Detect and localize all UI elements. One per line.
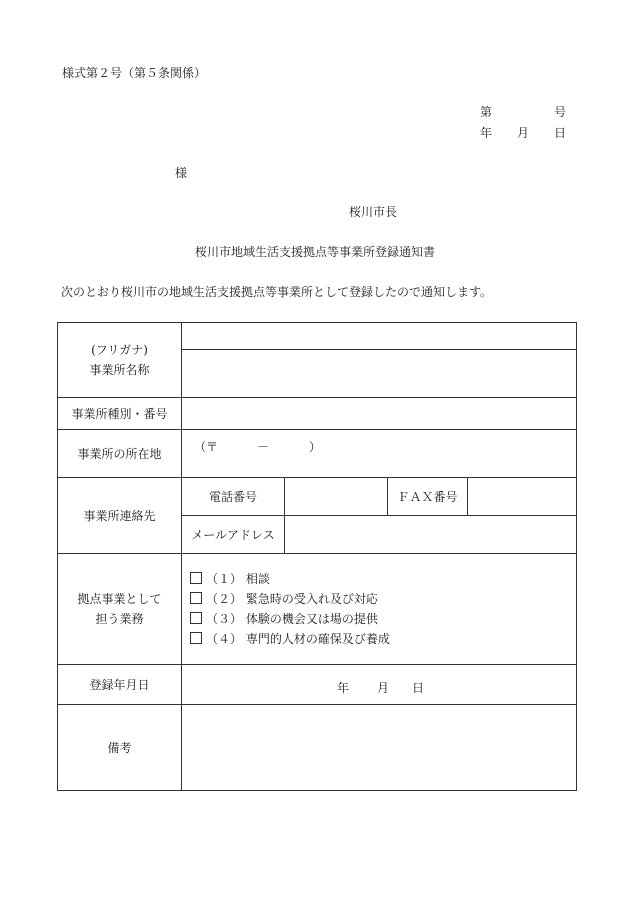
registration-date-label: 登録年月日 xyxy=(58,665,182,705)
business-option-emergency[interactable]: （２） 緊急時の受入れ及び対応 xyxy=(190,589,576,609)
registration-table xyxy=(57,322,577,791)
phone-field[interactable] xyxy=(285,478,388,516)
office-type-field[interactable] xyxy=(182,398,577,430)
date-year: 年 xyxy=(480,126,493,140)
office-name-field[interactable] xyxy=(182,350,577,398)
postal-close: ） xyxy=(309,440,322,454)
date-month: 月 xyxy=(517,126,530,140)
postal-open: （〒 xyxy=(194,440,219,454)
furigana-field[interactable] xyxy=(182,323,577,350)
name-label-cell xyxy=(58,323,182,398)
checkbox-icon[interactable] xyxy=(190,572,202,584)
furigana-label: (フリガナ) xyxy=(91,343,148,357)
doc-number-suffix: 号 xyxy=(554,105,567,119)
phone-label: 電話番号 xyxy=(182,478,285,516)
office-type-label: 事業所種別・番号 xyxy=(58,398,182,430)
checkbox-icon[interactable] xyxy=(190,632,202,644)
business-label xyxy=(58,554,182,665)
fax-label: ＦＡＸ番号 xyxy=(388,478,468,516)
registration-date-field[interactable] xyxy=(182,665,577,705)
business-options xyxy=(182,554,577,665)
postal-dash: － xyxy=(257,440,270,454)
business-option-consultation[interactable]: （１） 相談 xyxy=(190,569,576,589)
checkbox-icon[interactable] xyxy=(190,592,202,604)
contact-label: 事業所連絡先 xyxy=(58,478,182,554)
sender: 桜川市長 xyxy=(349,205,398,219)
document-title: 桜川市地域生活支援拠点等事業所登録通知書 xyxy=(194,245,435,259)
email-label: メールアドレス xyxy=(182,516,285,554)
reg-day: 日 xyxy=(412,681,425,695)
email-field[interactable] xyxy=(285,516,577,554)
address-field[interactable] xyxy=(182,430,577,478)
business-option-specialist[interactable]: （４） 専門的人材の確保及び養成 xyxy=(190,629,576,649)
remarks-label: 備考 xyxy=(58,705,182,791)
reg-year: 年 xyxy=(337,681,350,695)
fax-field[interactable] xyxy=(468,478,577,516)
form-number: 様式第２号（第５条関係） xyxy=(62,66,207,80)
checkbox-icon[interactable] xyxy=(190,612,202,624)
doc-number-prefix: 第 xyxy=(480,105,493,119)
remarks-field[interactable] xyxy=(182,705,577,791)
business-label-line2: 担う業務 xyxy=(95,612,144,626)
business-option-experience[interactable]: （３） 体験の機会又は場の提供 xyxy=(190,609,576,629)
address-label: 事業所の所在地 xyxy=(58,430,182,478)
intro-text: 次のとおり桜川市の地域生活支援拠点等事業所として登録したので通知します。 xyxy=(61,285,493,299)
date-day: 日 xyxy=(554,126,567,140)
business-label-line1: 拠点事業として xyxy=(77,592,162,606)
office-name-label: 事業所名称 xyxy=(89,363,150,377)
reg-month: 月 xyxy=(377,681,390,695)
recipient-honorific: 様 xyxy=(175,166,188,180)
